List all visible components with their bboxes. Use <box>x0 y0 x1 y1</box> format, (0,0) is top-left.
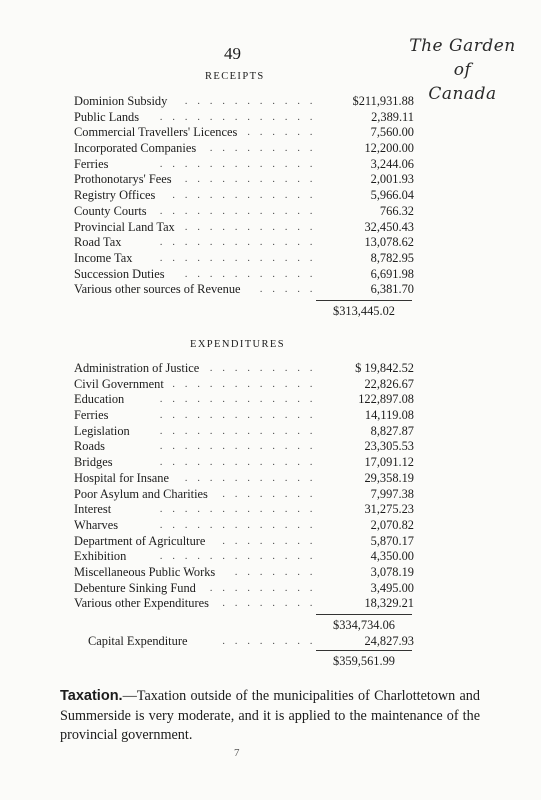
receipts-row <box>74 267 414 283</box>
footer-mark: 7 <box>234 747 240 759</box>
receipts-row-amount: 32,450.43 <box>364 219 414 234</box>
expenditures-row-label: Miscellaneous Public Works <box>74 564 216 579</box>
receipts-row-leader: . . . . . . . . . . . <box>184 95 316 107</box>
receipts-row-amount: 8,782.95 <box>370 250 414 265</box>
page-number: 49 <box>224 44 241 63</box>
expenditures-row <box>74 581 414 597</box>
expenditures-row-leader: . . . . . . . . . . . . . <box>159 456 316 469</box>
receipts-row <box>74 125 414 141</box>
receipts-row-label: Provincial Land Tax <box>74 219 175 234</box>
running-head-line-1: The Garden of <box>409 36 516 80</box>
expenditures-row-amount: 7,997.38 <box>370 486 414 501</box>
expenditures-row-amount: 122,897.08 <box>358 392 414 407</box>
expenditures-row-leader: . . . . . . . . . . . <box>184 471 316 484</box>
receipts-row <box>74 94 414 110</box>
receipts-row <box>74 251 414 267</box>
expenditures-row-amount: 31,275.23 <box>364 502 414 517</box>
taxation-paragraph <box>60 687 480 746</box>
expenditures-row <box>74 502 414 518</box>
capital-expenditure-row <box>88 634 414 650</box>
expenditures-row-label: Debenture Sinking Fund <box>74 580 196 595</box>
receipts-row-leader: . . . . . . . . . . . . . <box>159 204 316 217</box>
receipts-row-amount: 6,691.98 <box>370 266 414 281</box>
receipts-row-amount: 5,966.04 <box>370 188 414 203</box>
receipts-row <box>74 204 414 220</box>
expenditures-table <box>74 361 414 612</box>
receipts-row-amount: 12,200.00 <box>364 141 414 156</box>
receipts-row-label: County Courts <box>74 203 147 218</box>
receipts-row-leader: . . . . . . . . . . . <box>184 267 316 280</box>
receipts-row-label: Prothonotarys' Fees <box>74 172 172 187</box>
expenditures-row-amount: 4,350.00 <box>370 549 414 564</box>
expenditures-row <box>74 455 414 471</box>
expenditures-row-leader: . . . . . . . . . . . . . <box>159 393 316 406</box>
expenditures-row-label: Interest <box>74 502 112 517</box>
expenditures-row-leader: . . . . . . . . . . . . . <box>159 503 316 516</box>
receipts-row <box>74 172 414 188</box>
receipts-row-label: Ferries <box>74 156 109 171</box>
expenditures-row-amount: 3,495.00 <box>370 580 414 595</box>
receipts-row-label: Registry Offices <box>74 188 156 203</box>
expenditures-row <box>74 439 414 455</box>
receipts-row-leader: . . . . . . . . . . . <box>184 220 316 233</box>
receipts-row <box>74 141 414 157</box>
receipts-table <box>74 94 414 298</box>
expenditures-row-leader: . . . . . . . . . <box>209 581 316 594</box>
receipts-row-amount: 2,001.93 <box>370 172 414 187</box>
taxation-heading: Taxation. <box>60 688 123 704</box>
receipts-row-label: Various other sources of Revenue <box>74 282 241 297</box>
expenditures-row-label: Bridges <box>74 455 113 470</box>
receipts-row-leader: . . . . . <box>259 283 316 296</box>
expenditures-subtotal: $334,734.06 <box>333 618 395 632</box>
receipts-row <box>74 188 414 204</box>
expenditures-row <box>74 377 414 393</box>
receipts-row <box>74 110 414 126</box>
running-head-line-2: Canada <box>428 84 497 104</box>
receipts-row <box>74 235 414 251</box>
expenditures-row-label: Wharves <box>74 517 119 532</box>
receipts-total-rule <box>316 300 412 301</box>
receipts-row-label: Incorporated Companies <box>74 141 197 156</box>
running-head <box>400 34 525 106</box>
receipts-row <box>74 157 414 173</box>
receipts-row-label: Succession Duties <box>74 266 165 281</box>
expenditures-row-amount: 29,358.19 <box>364 470 414 485</box>
expenditures-row-leader: . . . . . . . . <box>222 534 316 547</box>
expenditures-row-leader: . . . . . . . . . . . . . <box>159 550 316 563</box>
expenditures-row-amount: 14,119.08 <box>364 408 414 423</box>
receipts-row-label: Public Lands <box>74 109 140 124</box>
receipts-row-leader: . . . . . . . . . <box>209 142 316 155</box>
capital-expenditure-leader: . . . . . . . . <box>222 635 316 647</box>
receipts-row-label: Road Tax <box>74 235 122 250</box>
capital-expenditure-amount: 24,827.93 <box>364 634 414 648</box>
expenditures-row-label: Legislation <box>74 423 130 438</box>
expenditures-row <box>74 487 414 503</box>
expenditures-row-amount: 17,091.12 <box>364 455 414 470</box>
expenditures-row-leader: . . . . . . . . <box>222 597 316 610</box>
expenditures-subtotal-rule <box>316 614 412 615</box>
expenditures-row <box>74 565 414 581</box>
expenditures-heading: EXPENDITURES <box>190 339 285 350</box>
expenditures-row-amount: 3,078.19 <box>370 564 414 579</box>
grand-total-rule <box>316 650 412 651</box>
receipts-row-leader: . . . . . . . . . . . . <box>172 189 316 202</box>
receipts-row-label: Commercial Travellers' Licences <box>74 125 238 140</box>
receipts-row-amount: 3,244.06 <box>370 156 414 171</box>
expenditures-row-leader: . . . . . . . . . . . . . <box>159 518 316 531</box>
receipts-heading: RECEIPTS <box>205 71 265 82</box>
receipts-row <box>74 282 414 298</box>
capital-expenditure-label: Capital Expenditure <box>88 634 188 648</box>
expenditures-row <box>74 408 414 424</box>
expenditures-row-leader: . . . . . . . . . . . . <box>172 377 316 390</box>
receipts-row-amount: 766.32 <box>379 203 414 218</box>
expenditures-row-amount: 23,305.53 <box>364 439 414 454</box>
expenditures-row-leader: . . . . . . . . . . . . . <box>159 409 316 422</box>
expenditures-row-amount: 18,329.21 <box>364 596 414 611</box>
expenditures-row <box>74 471 414 487</box>
receipts-row-leader: . . . . . . . . . . . . . <box>159 110 316 123</box>
expenditures-row-label: Administration of Justice <box>74 361 200 375</box>
expenditures-row <box>74 392 414 408</box>
grand-total: $359,561.99 <box>333 654 395 668</box>
expenditures-row-amount: 5,870.17 <box>370 533 414 548</box>
receipts-total: $313,445.02 <box>333 304 395 318</box>
expenditures-row-amount: 2,070.82 <box>370 517 414 532</box>
receipts-row-amount: 2,389.11 <box>371 109 414 124</box>
expenditures-row <box>74 596 414 612</box>
expenditures-row-label: Civil Government <box>74 376 164 391</box>
receipts-row-label: Dominion Subsidy <box>74 94 168 108</box>
expenditures-row <box>74 534 414 550</box>
expenditures-row-label: Roads <box>74 439 105 454</box>
expenditures-row <box>74 361 414 377</box>
receipts-row-leader: . . . . . . <box>247 126 316 139</box>
expenditures-row <box>74 549 414 565</box>
expenditures-row-label: Ferries <box>74 408 109 423</box>
receipts-row-amount: $211,931.88 <box>352 94 414 108</box>
expenditures-row <box>74 424 414 440</box>
expenditures-row-label: Poor Asylum and Charities <box>74 486 208 501</box>
expenditures-row-label: Exhibition <box>74 549 127 564</box>
expenditures-row-leader: . . . . . . . . . <box>209 362 316 374</box>
expenditures-row-leader: . . . . . . . . <box>222 487 316 500</box>
expenditures-row <box>74 518 414 534</box>
receipts-row-amount: 6,381.70 <box>370 282 414 297</box>
expenditures-row-amount: 22,826.67 <box>364 376 414 391</box>
expenditures-row-label: Department of Agriculture <box>74 533 206 548</box>
expenditures-row-label: Education <box>74 392 125 407</box>
receipts-row-leader: . . . . . . . . . . . <box>184 173 316 186</box>
expenditures-row-leader: . . . . . . . . . . . . . <box>159 440 316 453</box>
receipts-row-amount: 7,560.00 <box>370 125 414 140</box>
expenditures-row-leader: . . . . . . . . . . . . . <box>159 424 316 437</box>
receipts-row <box>74 220 414 236</box>
receipts-row-leader: . . . . . . . . . . . . . <box>159 236 316 249</box>
receipts-row-label: Income Tax <box>74 250 133 265</box>
receipts-row-leader: . . . . . . . . . . . . . <box>159 157 316 170</box>
receipts-row-leader: . . . . . . . . . . . . . <box>159 251 316 264</box>
expenditures-row-label: Hospital for Insane <box>74 470 169 485</box>
receipts-row-amount: 13,078.62 <box>364 235 414 250</box>
expenditures-row-amount: 8,827.87 <box>370 423 414 438</box>
expenditures-row-label: Various other Expenditures <box>74 596 209 611</box>
taxation-text: —Taxation outside of the municipalities of Charlottetown and Summerside is very moderate, and it is applied to the maintenance of the provincial government. <box>60 688 480 743</box>
expenditures-row-leader: . . . . . . . <box>234 565 316 578</box>
expenditures-row-amount: $ 19,842.52 <box>355 361 414 375</box>
